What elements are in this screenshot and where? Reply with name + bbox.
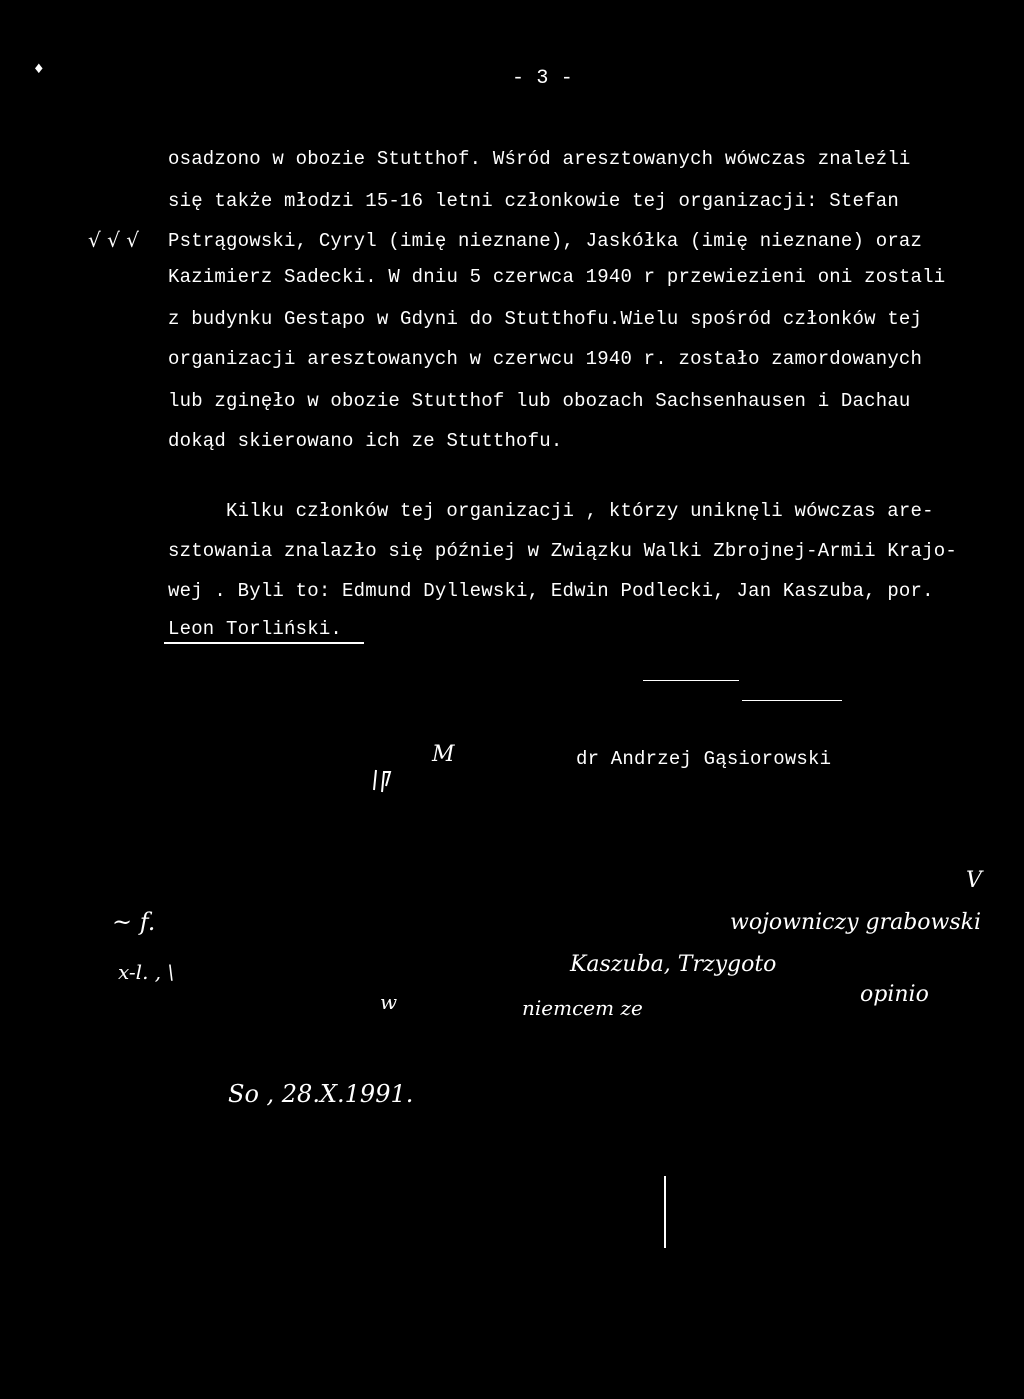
page-number: - 3 - <box>512 67 574 90</box>
signature-line-2 <box>742 700 842 701</box>
corner-mark: ♦ <box>34 60 44 78</box>
signature-line-1 <box>643 680 739 681</box>
note-niemcem: niemcem ze <box>522 996 643 1020</box>
paragraph1-line-8: dokąd skierowano ich ze Stutthofu. <box>168 430 563 452</box>
signature-name: dr Andrzej Gąsiorowski <box>576 748 832 770</box>
paragraph1-line-1: osadzono w obozie Stutthof. Wśród aresztowanych wówczas znaleźli <box>168 148 911 170</box>
signature-scribble <box>370 766 404 800</box>
paragraph2-line-3: wej . Byli to: Edmund Dyllewski, Edwin Podlecki, Jan Kaszuba, por. <box>168 580 934 602</box>
underline-rule <box>164 642 364 644</box>
margin-check-marks: √ √ √ <box>88 228 139 252</box>
paragraph1-line-7: lub zginęło w obozie Stutthof lub obozach Sachsenhausen i Dachau <box>168 390 911 412</box>
vertical-mark <box>664 1176 666 1248</box>
paragraph1-line-4: Kazimierz Sadecki. W dniu 5 czerwca 1940 r przewiezieni oni zostali <box>168 266 946 288</box>
note-opiniu: opinio <box>860 982 929 1007</box>
paragraph2-line-4: Leon Torliński. <box>168 618 343 640</box>
paragraph1-line-6: organizacji aresztowanych w czerwcu 1940 r. zostało zamordowanych <box>168 348 923 370</box>
note-wojowniczy: wojowniczy grabowski <box>730 910 982 935</box>
note-w: w <box>380 990 398 1014</box>
paragraph1-line-2: się także młodzi 15-16 letni członkowie tej organizacji: Stefan <box>168 190 899 212</box>
scribble-icon <box>370 766 404 794</box>
left-marks-1: ~ f. <box>112 908 156 936</box>
initials-mark: M <box>432 742 455 767</box>
date-line: So , 28.X.1991. <box>228 1080 414 1108</box>
paragraph2-line-1: Kilku członków tej organizacji , którzy uniknęli wówczas are- <box>226 500 934 522</box>
paragraph2-line-2: sztowania znalazło się później w Związku Walki Zbrojnej-Armii Krajo- <box>168 540 957 562</box>
right-check-mark: V <box>966 868 982 893</box>
left-marks-2: x-l. , \ <box>118 960 175 984</box>
note-kaszuba: Kaszuba, Trzygoto <box>570 952 777 977</box>
paragraph1-line-3: Pstrągowski, Cyryl (imię nieznane), Jaskółka (imię nieznane) oraz <box>168 230 923 252</box>
paragraph1-line-5: z budynku Gestapo w Gdyni do Stutthofu.Wielu spośród członków tej <box>168 308 923 330</box>
